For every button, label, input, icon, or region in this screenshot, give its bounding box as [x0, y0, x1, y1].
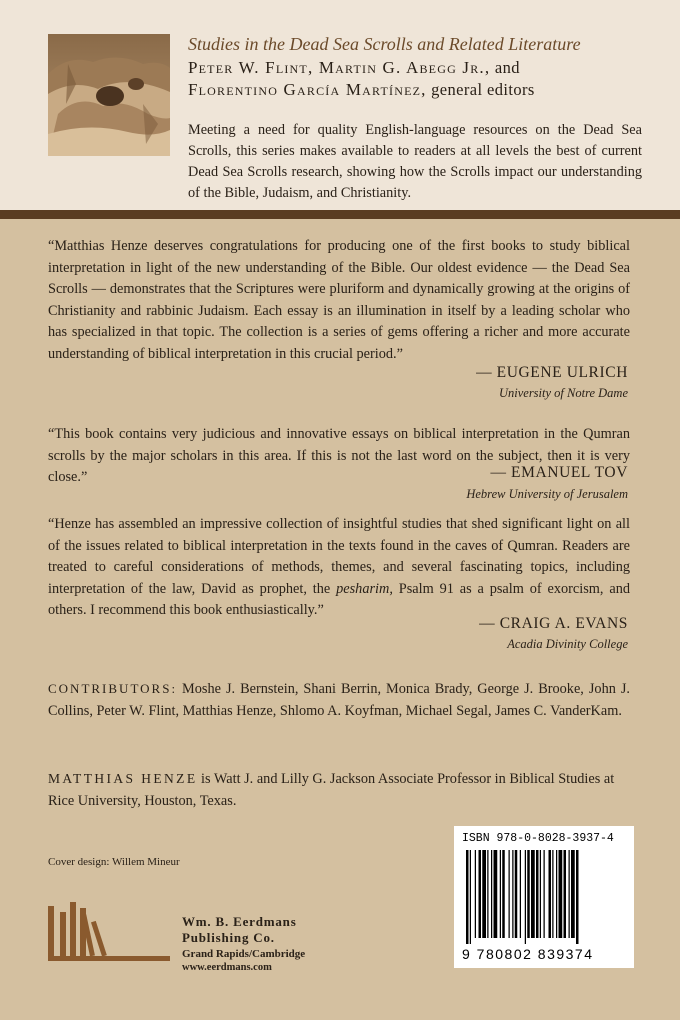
eerdmans-books-logo: [48, 900, 170, 962]
series-editors-line-2: [188, 80, 658, 100]
author-name: MATTHIAS HENZE: [48, 771, 198, 786]
isbn-barcode: [454, 826, 634, 968]
blurb-author-tov: — EMANUEL TOV: [490, 464, 628, 481]
editor-names-2: Florentino García Martínez,: [188, 80, 427, 99]
barcode-bars-icon: [464, 850, 624, 944]
blurb-affiliation-tov: Hebrew University of Jerusalem: [466, 487, 628, 501]
ean-number: 9 780802 839374: [462, 946, 594, 962]
header-divider: [0, 210, 680, 219]
blurb-affiliation-ulrich: University of Notre Dame: [498, 386, 628, 400]
publisher-name-line-1: Wm. B. Eerdmans: [182, 914, 297, 929]
blurb-author-evans: — CRAIG A. EVANS: [479, 615, 628, 632]
blurb-tov: “This book contains very judicious and innovative essays on biblical interpretation in the Qumran scrolls by the major scholars in this area. If this is not the last word on the subject, then it is very close.”: [48, 426, 630, 486]
blurb-evans-text-1: “Henze has assembled an impressive collection of insightful studies that shed significant light on all of the issues related to biblical interpretation in the texts found in the caves of Qumran. Readers are treated to careful considerations of methods, themes, and several fascinating topics, including interpretation of the law, David as prophet, the: [48, 516, 630, 597]
publisher-name-line-2: Publishing Co.: [182, 930, 275, 945]
qumran-cave-photo: [48, 34, 170, 156]
isbn-number: ISBN 978-0-8028-3937-4: [462, 832, 614, 845]
blurb-evans-italic-term: pesharim,: [336, 580, 393, 597]
series-title: Studies in the Dead Sea Scrolls and Related Literature: [188, 34, 581, 54]
blurb-affiliation-evans: Acadia Divinity College: [507, 637, 628, 651]
editor-names-1: Peter W. Flint, Martin G. Abegg Jr.,: [188, 58, 491, 77]
blurb-author-ulrich: — EUGENE ULRICH: [476, 364, 628, 381]
contributors-names: Moshe J. Bernstein, Shani Berrin, Monica Brady, George J. Brooke, John J. Collins, Peter W. Flint, Matthias Henze, Shlomo A. Koyfman, Michael Segal, James C. VanderKam.: [48, 681, 630, 719]
books-logo-icon: [48, 900, 170, 962]
cover-design-credit: Cover design: Willem Mineur: [48, 856, 180, 868]
blurb-evans: [48, 514, 630, 622]
editors-role: general editors: [431, 80, 535, 99]
author-bio: [48, 768, 630, 812]
publisher-city: Grand Rapids/Cambridge: [182, 948, 306, 960]
series-editors-line-1: [188, 58, 658, 78]
blurb-ulrich: “Matthias Henze deserves congratulations for producing one of the first books to study biblical interpretation in light of the new understanding of the Bible. Our oldest evidence — the Dead Sea Scrolls — demonstrates that the Scriptures were pluriform and dynamically growing at the origins of Christianity and rabbinic Judaism. Each essay is an illumination in itself by a leading scholar who has specialized in that topic. The collection is a series of gems offering a richer and more accurate understanding of biblical interpretation in this crucial period.”: [48, 238, 630, 362]
editors-conjunction: and: [494, 58, 520, 77]
contributors-label: CONTRIBUTORS:: [48, 681, 178, 696]
publisher-block: [182, 914, 342, 974]
blurb-evans-text-2: Psalm 91 as a psalm of exorcism, and others. I recommend this book enthusiastically.”: [48, 580, 630, 619]
cave-landscape-image: [48, 34, 170, 156]
author-bio-text: is Watt J. and Lilly G. Jackson Associate Professor in Biblical Studies at Rice University, Houston, Texas.: [48, 771, 615, 809]
publisher-url: www.eerdmans.com: [182, 962, 272, 973]
contributors-list: [48, 678, 630, 722]
series-description: Meeting a need for quality English-language resources on the Dead Sea Scrolls, this series makes available to readers at all levels the best of current Dead Sea Scrolls research, showing how the Scrolls impact our understanding of the Bible, Judaism, and Christianity.: [188, 122, 642, 201]
